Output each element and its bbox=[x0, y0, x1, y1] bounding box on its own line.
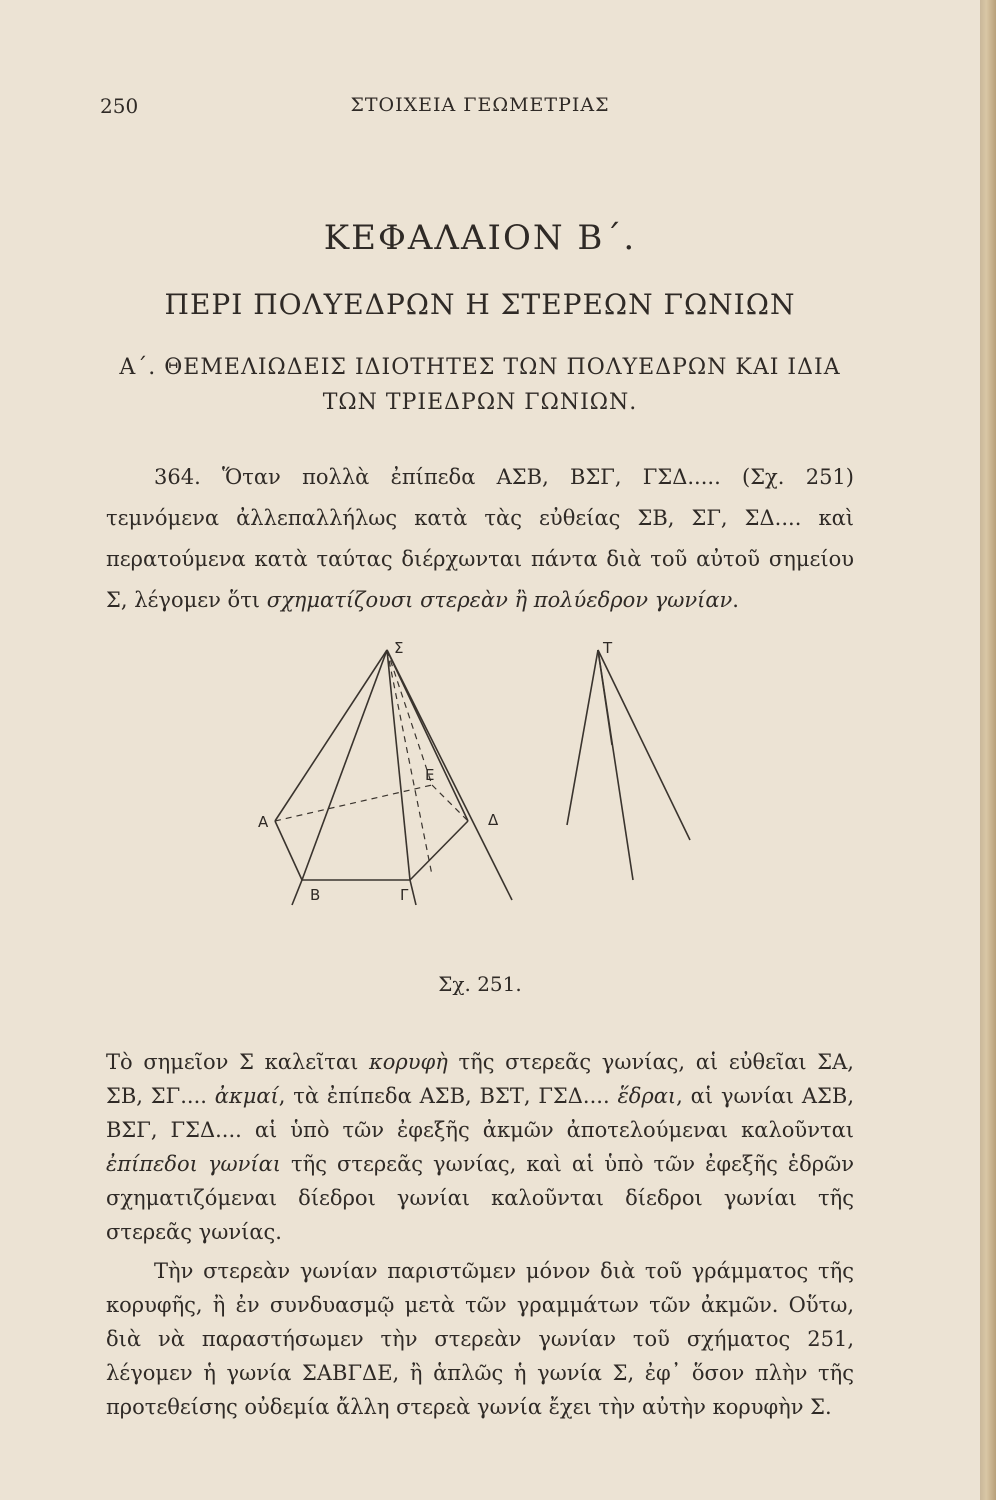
para2-t1: Τὸ σημεῖον Σ καλεῖται bbox=[106, 1050, 370, 1074]
base-extension bbox=[292, 880, 302, 905]
label-D: Δ bbox=[488, 811, 499, 829]
running-head bbox=[100, 94, 860, 124]
chapter-title: ΚΕΦΑΛΑΙΟΝ Β΄. bbox=[323, 218, 637, 258]
label-T: Τ bbox=[603, 639, 613, 657]
paragraph-notation: Τὴν στερεὰν γωνίαν παριστῶμεν μόνον διὰ τοῦ γράμματος τῆς κορυφῆς, ἢ ἐν συνδυασμῷ μετὰ τῶν γραμμάτων τῶν ἀκμῶν. Οὕτω, διὰ νὰ παραστήσωμεν τὴν στερεὰν γωνίαν τοῦ σχήματος 251, λέγομεν ἡ γωνία ΣΑΒΓΔΕ, ἢ ἁπλῶς ἡ γωνία Σ, ἐφ᾽ ὅσον πλὴν τῆς προτεθείσης οὐδεμία ἄλλη στερεὰ γωνία ἔχει τὴν αὐτὴν κορυφὴν Σ. bbox=[106, 1259, 854, 1419]
para2-t4: , αἱ γωνίαι ΑΣΒ, ΒΣΓ, ΓΣΔ.... αἱ ὑπὸ τῶν ἐφεξῆς ἀκμῶν ἀποτελούμεναι καλοῦνται bbox=[106, 1084, 854, 1142]
label-B: Β bbox=[310, 886, 321, 904]
paragraph-364 bbox=[106, 457, 854, 621]
edge-T1 bbox=[567, 650, 598, 825]
para2-t2: τῆς στερεᾶς γωνίας, αἱ εὐθεῖαι ΣΑ, ΣΒ, ΣΓ.... bbox=[106, 1050, 854, 1108]
term-vertex: κορυφὴ bbox=[369, 1050, 448, 1074]
base-AB bbox=[275, 821, 302, 880]
paragraph-definitions bbox=[106, 1045, 854, 1249]
para2-t5: τῆς στερεᾶς γωνίας, καὶ αἱ ὑπὸ τῶν ἐφεξῆς ἑδρῶν σχηματιζόμεναι δίεδροι γωνίαι καλοῦνται δίεδροι γωνίαι τῆς στερεᾶς γωνίας. bbox=[106, 1152, 854, 1244]
edge-SB bbox=[302, 650, 387, 880]
label-A: Α bbox=[258, 813, 269, 831]
figure-caption: Σχ. 251. bbox=[438, 972, 522, 996]
running-title: ΣΤΟΙΧΕΙΑ ΓΕΩΜΕΤΡΙΑΣ bbox=[350, 94, 610, 116]
edge-SA bbox=[275, 650, 387, 821]
base-extension-2 bbox=[410, 880, 416, 905]
subsection-title: Α΄. ΘΕΜΕΛΙΩΔΕΙΣ ΙΔΙΟΤΗΤΕΣ ΤΩΝ ΠΟΛΥΕΔΡΩΝ ΚΑΙ ΙΔΙΑ ΤΩΝ ΤΡΙΕΔΡΩΝ ΓΩΝΙΩΝ. bbox=[119, 355, 841, 415]
solid-angle-diagram bbox=[240, 625, 720, 915]
term-edges: ἀκμαί bbox=[214, 1084, 279, 1108]
term-plane-angles: ἐπίπεδοι γωνίαι bbox=[106, 1152, 282, 1176]
para2-t3: , τὰ ἐπίπεδα ΑΣΒ, ΒΣΤ, ΓΣΔ.... bbox=[278, 1084, 618, 1108]
hidden-base-AE bbox=[275, 785, 432, 821]
edge-SG-right bbox=[387, 650, 512, 900]
page-edge bbox=[980, 0, 996, 1500]
label-E: Ε bbox=[425, 766, 435, 784]
label-S: Σ bbox=[394, 639, 404, 657]
para1-text-b: . bbox=[732, 588, 739, 612]
term-faces: ἕδραι bbox=[617, 1084, 677, 1108]
section-title: ΠΕΡΙ ΠΟΛΥΕΔΡΩΝ Η ΣΤΕΡΕΩΝ ΓΩΝΙΩΝ bbox=[164, 288, 796, 321]
base-GD bbox=[410, 821, 468, 880]
page-number: 250 bbox=[100, 94, 139, 118]
hidden-base-ED bbox=[432, 785, 468, 821]
label-G: Γ bbox=[400, 886, 409, 904]
para1-term: σχηματίζουσι στερεὰν ἢ πολύεδρον γωνίαν bbox=[266, 588, 733, 612]
hidden-inner bbox=[387, 650, 435, 875]
figure-251 bbox=[240, 625, 720, 915]
para1-text-a: 364. Ὅταν πολλὰ ἐπίπεδα ΑΣΒ, ΒΣΓ, ΓΣΔ..... (Σχ. 251) τεμνόμενα ἀλλεπαλλήλως κατὰ τὰς εὐθείας ΣΒ, ΣΓ, ΣΔ.... καὶ περατούμενα κατὰ ταύτας διέρχωνται πάντα διὰ τοῦ αὐτοῦ σημείου Σ, λέγομεν ὅτι bbox=[106, 465, 854, 612]
